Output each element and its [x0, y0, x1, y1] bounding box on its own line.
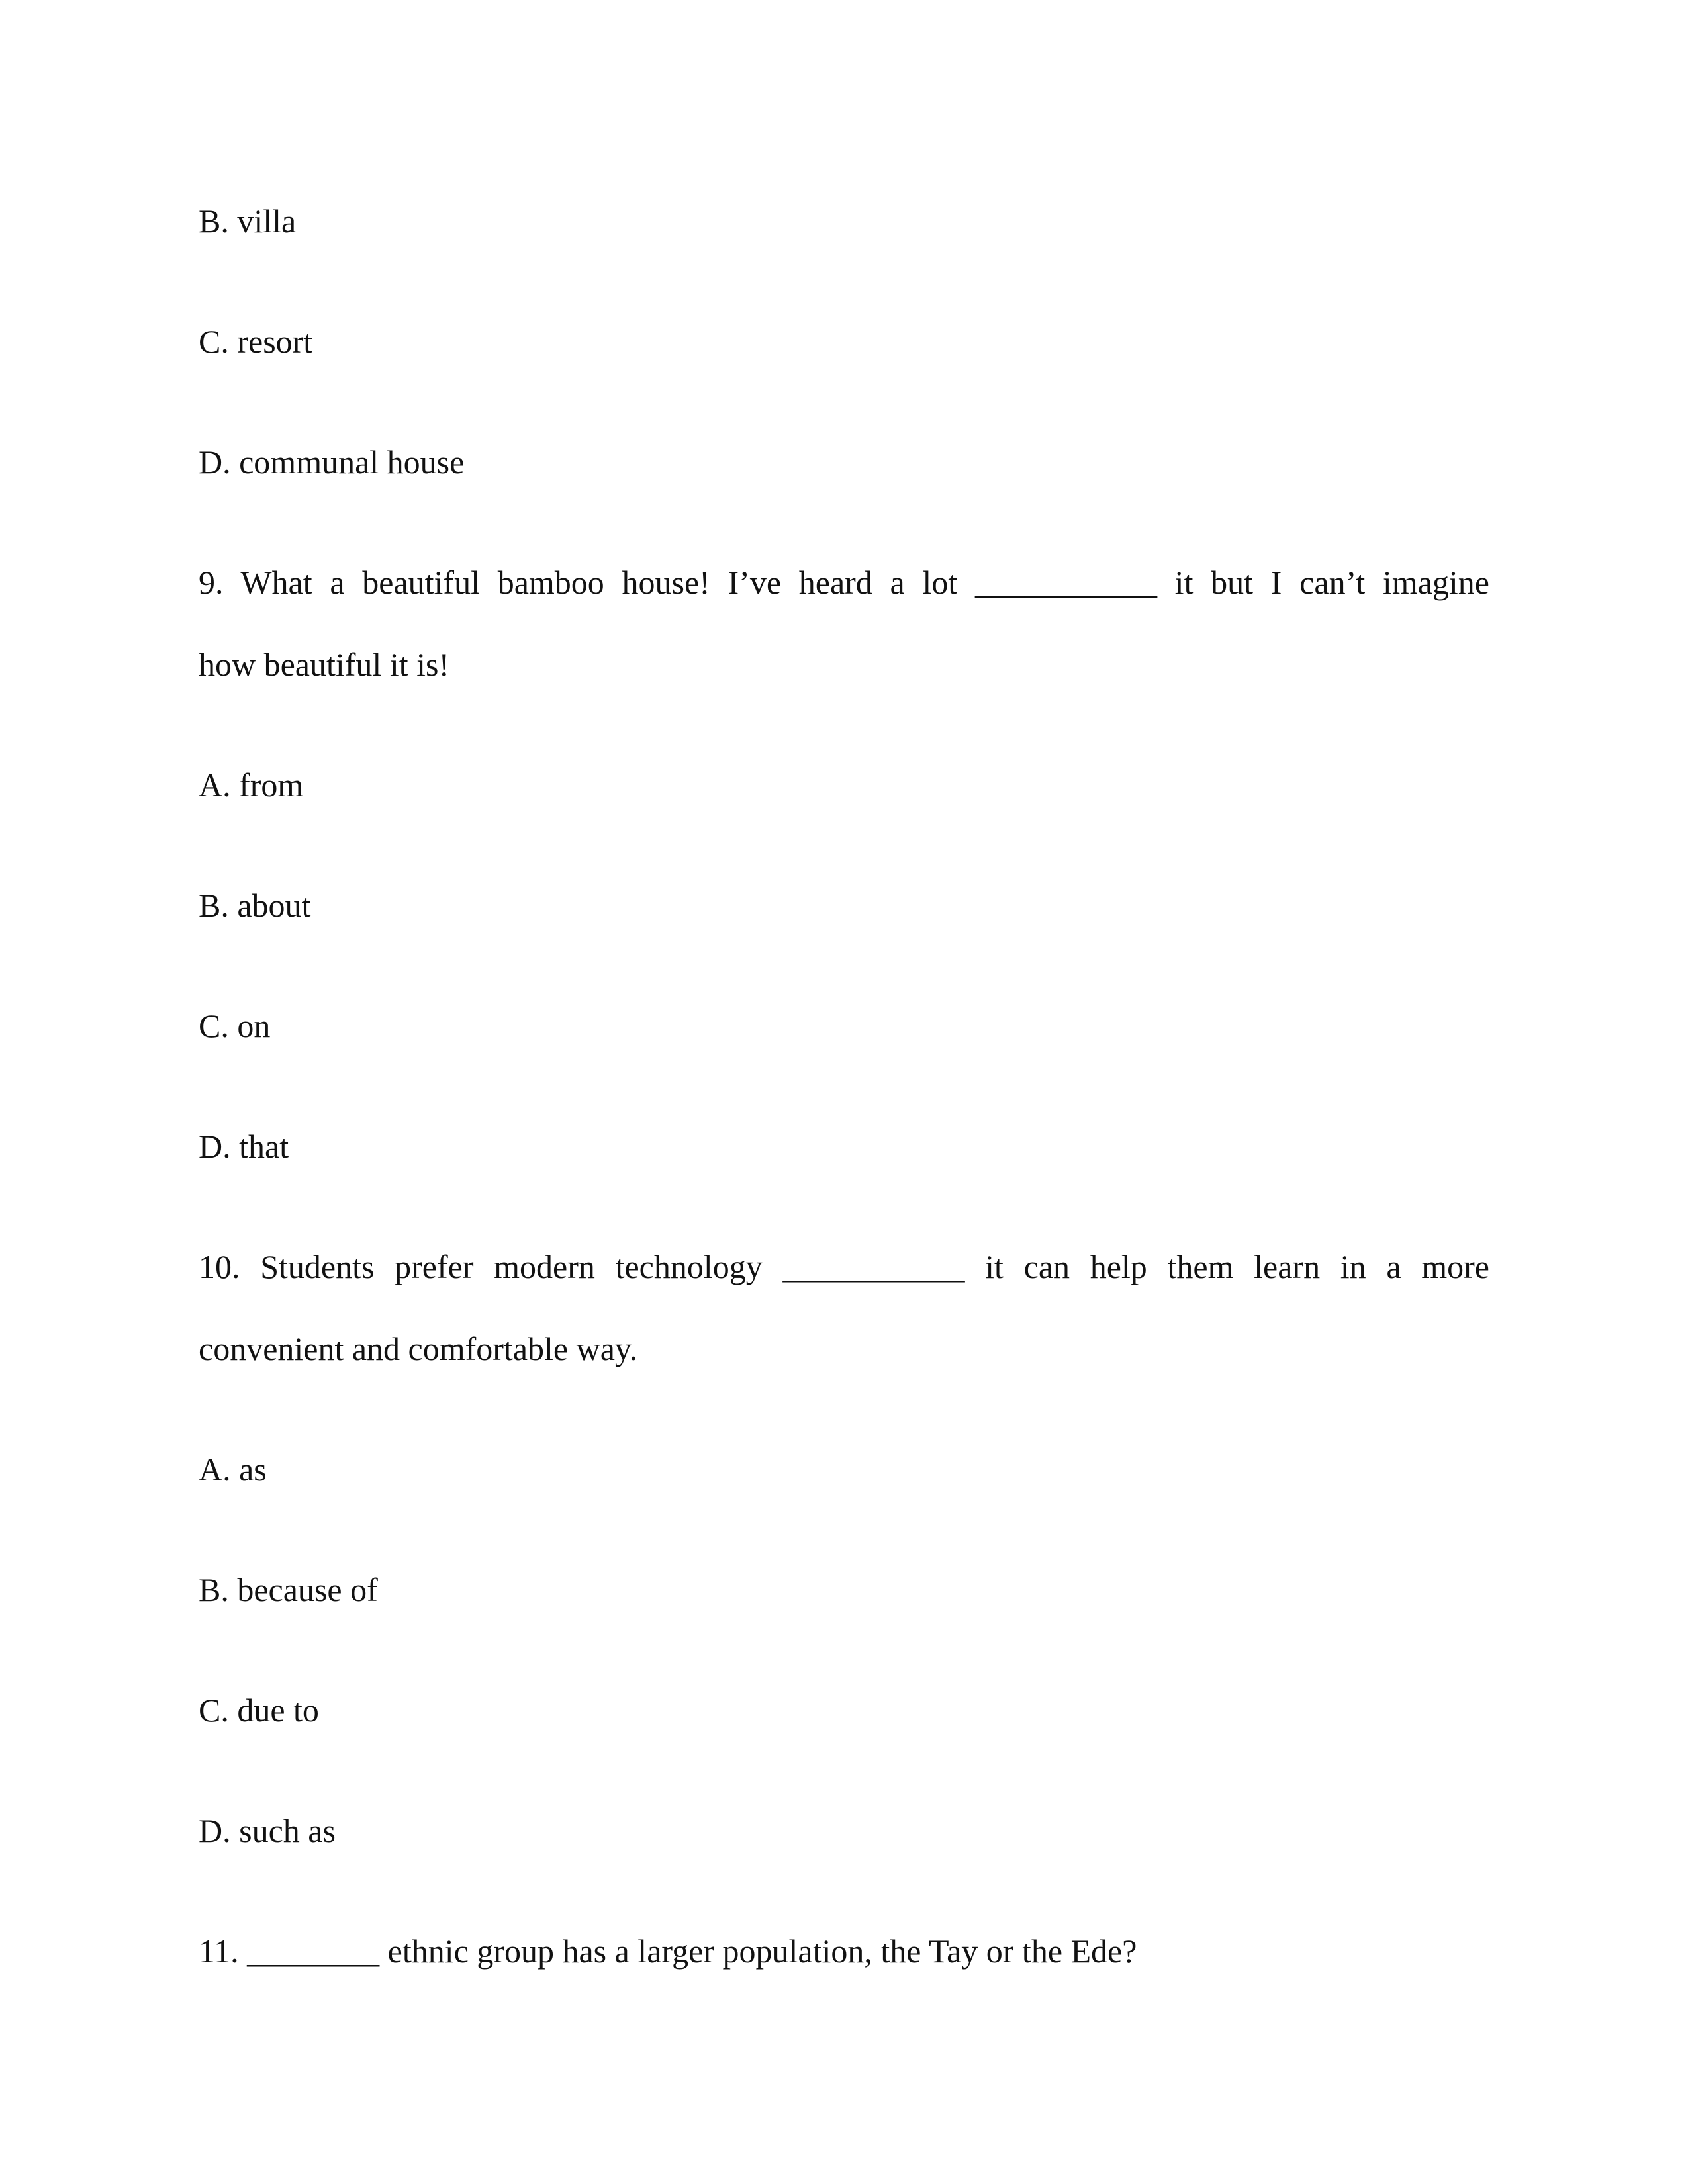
- q10-option-c: C. due to: [199, 1692, 319, 1729]
- q9-option-c: C. on: [199, 1007, 271, 1044]
- q9-option-b: B. about: [199, 887, 311, 924]
- q8-option-b: B. villa: [199, 203, 297, 240]
- q10-option-b: B. because of: [199, 1571, 378, 1608]
- q8-option-d: D. communal house: [199, 443, 465, 480]
- q9-option-d: D. that: [199, 1128, 289, 1165]
- q8-option-c: C. resort: [199, 323, 313, 360]
- q9-option-a: A. from: [199, 766, 304, 803]
- q10-option-a: A. as: [199, 1451, 267, 1488]
- q10-question-line-1: 10. Students prefer modern technology ___________ it can help them learn in a more: [199, 1248, 1489, 1285]
- q10-question-line-2: convenient and comfortable way.: [199, 1330, 638, 1367]
- q11-question-line-1: 11. ________ ethnic group has a larger population, the Tay or the Ede?: [199, 1933, 1137, 1970]
- q10-option-d: D. such as: [199, 1812, 336, 1849]
- q9-question-line-2: how beautiful it is!: [199, 646, 450, 683]
- q9-question-line-1: 9. What a beautiful bamboo house! I’ve heard a lot ___________ it but I can’t imagine: [199, 564, 1489, 601]
